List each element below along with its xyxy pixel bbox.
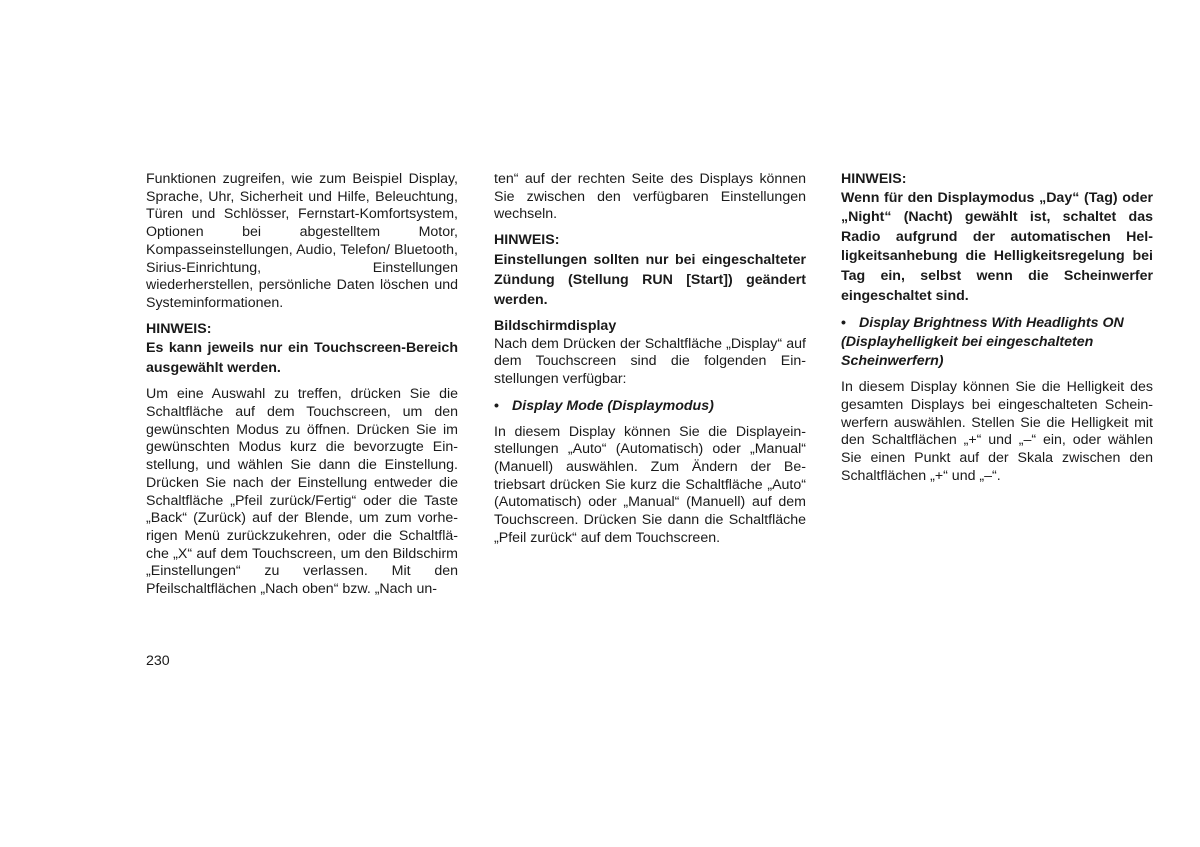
paragraph: ten“ auf der rechten Seite des Displays können Sie zwischen den verfügbaren Einstellungen wechseln.	[494, 171, 806, 223]
paragraph: Nach dem Drücken der Schaltfläche „Display“ auf dem Touchscreen sind die folgenden Einstellungen verfügbar:	[494, 335, 806, 387]
paragraph: In diesem Display können Sie die Helligkeit des gesamten Displays bei eingeschalteten Scheinwerfern auswählen. Stellen Sie die Helligkeit mit den Schaltflächen „+“ und „–“ ein, oder wählen Sie einen Punkt auf der Skala zwischen den Schaltflächen „+“ und „–“.	[841, 379, 1153, 484]
note-label: HINWEIS:	[146, 320, 212, 337]
text-column-right	[841, 171, 1153, 493]
paragraph: Funktionen zugreifen, wie zum Beispiel Display, Sprache, Uhr, Sicherheit und Hilfe, Beleuchtung, Türen und Schlösser, Fernstart-Komfortsystem, Optionen bei abgestelltem Motor, Kompasseinstellungen, Audio, Telefon/ Bluetooth, Sirius-Einrichtung, Einstellungen wiederherstellen, persönliche Daten löschen und Systeminformationen.	[146, 171, 458, 311]
note-text: Es kann jeweils nur ein Touchscreen-Bereich ausgewählt werden.	[146, 340, 458, 377]
text-column-middle	[494, 171, 806, 556]
note-label: HINWEIS:	[841, 171, 907, 187]
paragraph: Um eine Auswahl zu treffen, drücken Sie die Schaltfläche auf dem Touchscreen, um den gewünschten Modus zu öffnen. Drücken Sie im gewünschten Modus kurz die bevorzugte Einstellung, und wählen Sie dann die Einstellung. Drücken Sie nach der Einstellung entweder die Schaltfläche „Pfeil zurück/Fertig“ oder die Taste „Back“ (Zurück) auf der Blende, um zum vorherigen Menü zurückzukehren, oder die Schaltfläche „X“ auf dem Touchscreen, um den Bildschirm „Einstellungen“ zu verlassen. Mit den Pfeilschaltflächen „Nach oben“ bzw. „Nach un-	[146, 386, 458, 598]
text-column-left	[146, 171, 458, 607]
bullet-item	[841, 314, 1153, 371]
paragraph: In diesem Display können Sie die Displayeinstellungen „Auto“ (Automatisch) oder „Manual“ (Manuell) auswählen. Zum Ändern der Betriebsart drücken Sie kurz die Schaltfläche „Auto“ (Automatisch) oder „Manual“ (Manuell) auf dem Touchscreen. Drücken Sie dann die Schaltfläche „Pfeil zurück“ auf dem Touchscreen.	[494, 423, 806, 546]
bullet-item	[494, 397, 806, 416]
bullet-marker: •	[494, 397, 499, 414]
bullet-text: Display Mode (Displaymodus)	[512, 397, 714, 414]
note-text: Einstellungen sollten nur bei eingeschalteter Zündung (Stellung RUN [Start]) geändert werden.	[494, 251, 806, 308]
bullet-marker: •	[841, 315, 846, 332]
page-number: 230	[146, 653, 170, 669]
note-text: Wenn für den Displaymodus „Day“ (Tag) oder „Night“ (Nacht) gewählt ist, schaltet das Radio aufgrund der automatischen Helligkeitsanhebung die Helligkeitsregelung bei Tag ein, selbst wenn die Scheinwerfer eingeschaltet sind.	[841, 189, 1153, 304]
bullet-text: Display Brightness With Headlights ON (Displayhelligkeit bei eingeschalteten Scheinwerfern)	[841, 315, 1124, 370]
note-label: HINWEIS:	[494, 232, 560, 249]
section-heading: Bildschirmdisplay	[494, 317, 617, 334]
